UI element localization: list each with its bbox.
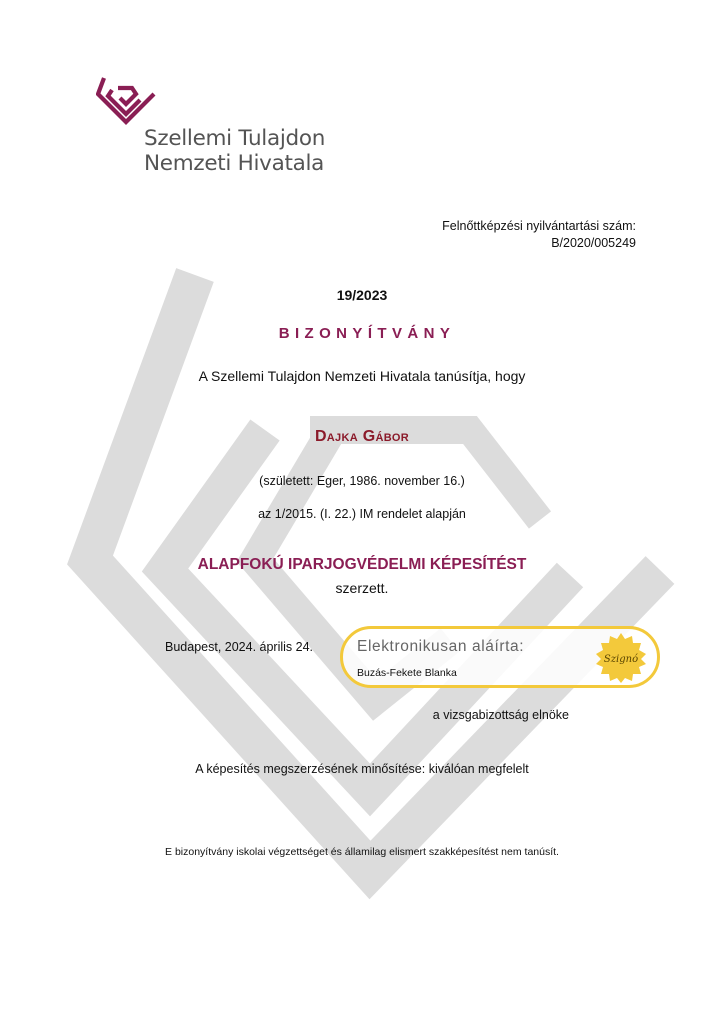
grade-value: kiválóan megfelelt [428,762,529,776]
org-name-line-2: Nemzeti Hivatala [144,151,324,176]
holder-name: Dajka Gábor [314,428,410,445]
signature-seal-icon [595,632,647,684]
certificate-intro: A Szellemi Tulajdon Nemzeti Hivatala tanúsítja, hogy [198,368,526,384]
qualification-title: ALAPFOKÚ IPARJOGVÉDELMI KÉPESÍTÉST [197,556,527,573]
certificate-number: 19/2023 [336,287,388,303]
registration-label: Felnőttképzési nyilvántartási szám: [442,219,636,233]
signer-name: Buzás-Fekete Blanka [357,667,457,679]
decree-reference: az 1/2015. (I. 22.) IM rendelet alapján [258,507,466,521]
seal-text: Szignó [603,654,639,665]
signature-label: Elektronikusan aláírta: [357,638,525,655]
grade-label: A képesítés megszerzésének minősítése: [195,762,426,776]
signer-role: a vizsgabizottság elnöke [432,708,569,722]
org-name-line-1: Szellemi Tulajdon [144,126,326,151]
footnote: E bizonyítvány iskolai végzettséget és államilag elismert szakképesítést nem tanúsít. [165,846,559,858]
registration-number: B/2020/005249 [551,236,636,250]
organization-name [144,126,325,176]
office-logo-icon [96,76,158,128]
birth-info: (született: Eger, 1986. november 16.) [259,474,465,488]
electronic-signature-box [340,626,660,688]
registration-block [442,218,636,252]
earned-text: szerzett. [335,580,389,596]
certificate-title: BIZONYÍTVÁNY [278,325,456,342]
grade-line [0,762,724,776]
place-and-date: Budapest, 2024. április 24. [165,640,314,654]
